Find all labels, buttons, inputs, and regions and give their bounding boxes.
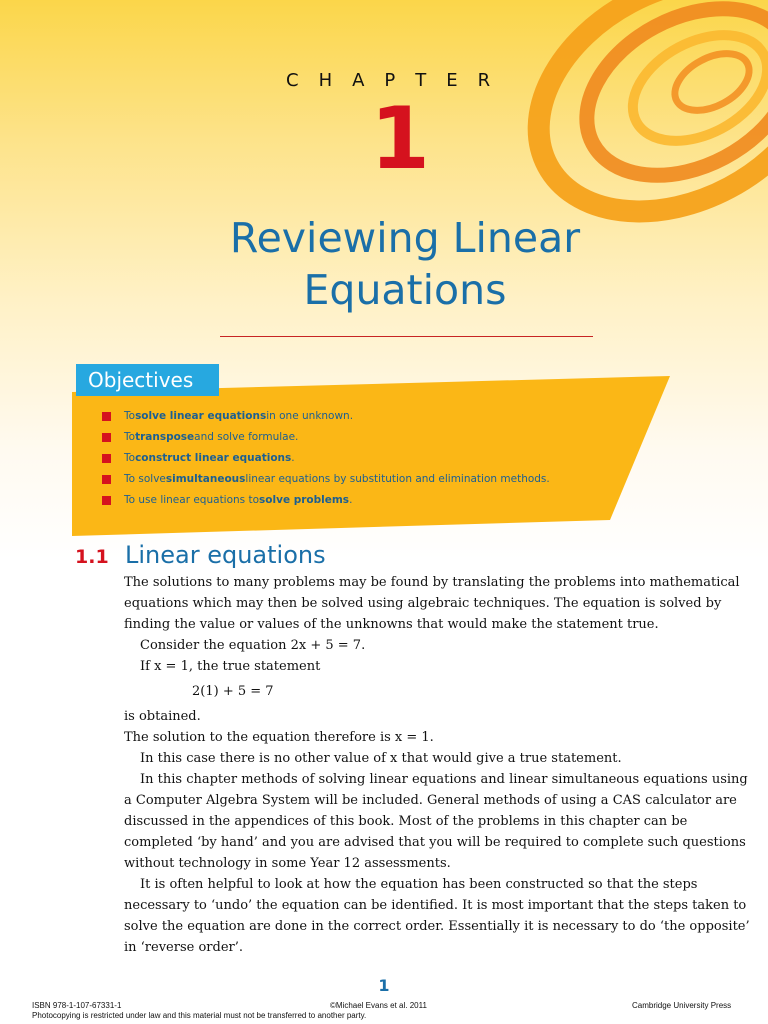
bullet-icon (102, 412, 111, 421)
footer-copyright: ©Michael Evans et al. 2011 (330, 1001, 427, 1010)
page-number: 1 (378, 976, 390, 995)
objectives-list (102, 406, 550, 511)
chapter-title-line1: Reviewing Linear (229, 214, 581, 262)
objective-item: To use linear equations to solve problems . (102, 490, 550, 511)
paragraph-line: in ‘reverse order’. (124, 940, 243, 955)
paragraph-line: Consider the equation 2x + 5 = 7. (140, 638, 366, 653)
objectives-heading: Objectives (76, 364, 219, 396)
body-text (124, 572, 750, 958)
footer-isbn: ISBN 978-1-107-67331-1 (32, 1001, 122, 1010)
paragraph-line: necessary to ‘undo’ the equation can be identified. It is most important that the steps taken to (124, 898, 747, 913)
paragraph-line: It is often helpful to look at how the equation has been constructed so that the steps (140, 877, 698, 892)
objective-item: To solve linear equations in one unknown. (102, 406, 550, 427)
paragraph-line: equations which may then be solved using algebraic techniques. The equation is solved by (124, 596, 722, 611)
bullet-icon (102, 433, 111, 442)
paragraph-line: discussed in the appendices of this book. Most of the problems in this chapter can be (124, 814, 688, 829)
objective-item: To transpose and solve formulae. (102, 427, 550, 448)
section-title: Linear equations (125, 541, 326, 569)
objective-item: To construct linear equations . (102, 448, 550, 469)
objective-item: To solve simultaneous linear equations by substitution and elimination methods. (102, 469, 550, 490)
paragraph-line: If x = 1, the true statement (140, 659, 321, 674)
bullet-icon (102, 454, 111, 463)
paragraph-line: The solution to the equation therefore is x = 1. (124, 730, 434, 745)
paragraph-line: a Computer Algebra System will be included. General methods of using a CAS calculator are (124, 793, 737, 808)
chapter-label: CHAPTER (286, 70, 511, 91)
paragraph-line: The solutions to many problems may be found by translating the problems into mathematical (124, 575, 740, 590)
paragraph-line: is obtained. (124, 709, 201, 724)
footer-publisher: Cambridge University Press (632, 1001, 732, 1010)
paragraph-line: finding the value or values of the unknowns that would make the statement true. (124, 617, 659, 632)
paragraph-line: without technology in some Year 12 assessments. (124, 856, 451, 871)
chapter-title-line2: Equations (303, 266, 507, 314)
paragraph-line: In this chapter methods of solving linear equations and linear simultaneous equations using (140, 772, 748, 787)
display-equation: 2(1) + 5 = 7 (192, 684, 274, 699)
paragraph-line: In this case there is no other value of x that would give a true statement. (140, 751, 622, 766)
section-number: 1.1 (75, 546, 109, 568)
paragraph-line: solve the equation are done in the correct order. Essentially it is necessary to do ‘the opposite’ (124, 919, 750, 934)
bullet-icon (102, 475, 111, 484)
footer-notice: Photocopying is restricted under law and this material must not be transferred to another party. (32, 1011, 367, 1020)
bullet-icon (102, 496, 111, 505)
chapter-number: 1 (370, 89, 430, 189)
paragraph-line: completed ‘by hand’ and you are advised that you will be required to complete such questions (124, 835, 746, 850)
